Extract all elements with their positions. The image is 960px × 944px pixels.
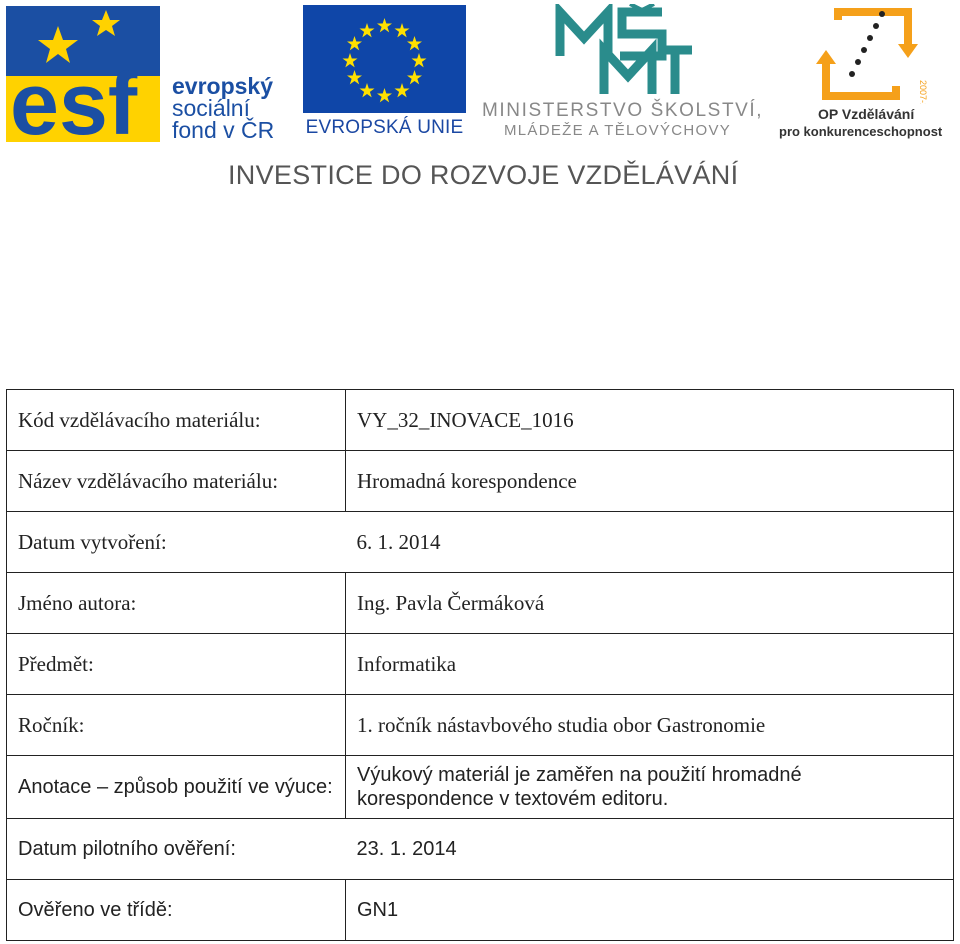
- msmt-monogram-icon: [480, 4, 770, 100]
- op-text2: pro konkurenceschopnost: [779, 124, 943, 139]
- row-label: Jméno autora:: [7, 573, 346, 634]
- op-logo: [778, 4, 960, 140]
- row-value: 23. 1. 2014: [346, 819, 954, 880]
- row-label: Předmět:: [7, 634, 346, 695]
- tagline: INVESTICE DO ROZVOJE VZDĚLÁVÁNÍ: [228, 160, 739, 190]
- table-row: [7, 880, 954, 941]
- material-info-table: [6, 389, 954, 941]
- esf-line3: fond v ČR: [172, 117, 275, 142]
- row-value: 1. ročník nástavbového studia obor Gastronomie: [346, 695, 954, 756]
- row-label: Datum pilotního ověření:: [7, 819, 346, 880]
- table-row: [7, 451, 954, 512]
- msmt-line1: MINISTERSTVO ŠKOLSTVÍ,: [482, 100, 764, 121]
- table-row: [7, 634, 954, 695]
- row-value: Ing. Pavla Čermáková: [346, 573, 954, 634]
- eu-text: EVROPSKÁ UNIE: [305, 117, 464, 138]
- table-row: [7, 695, 954, 756]
- svg-text:esf: esf: [10, 54, 138, 142]
- row-value: GN1: [346, 880, 954, 941]
- esf-logo-icon: [6, 6, 296, 142]
- row-value: VY_32_INOVACE_1016: [346, 390, 954, 451]
- esf-logo: [6, 6, 296, 142]
- row-value: Informatika: [346, 634, 954, 695]
- table-row: [7, 819, 954, 880]
- table-row: [7, 573, 954, 634]
- row-label: Název vzdělávacího materiálu:: [7, 451, 346, 512]
- eu-stars-icon: [303, 5, 466, 113]
- row-label: Datum vytvoření:: [7, 512, 346, 573]
- eu-logo: [303, 5, 466, 140]
- logo-band: [0, 0, 960, 200]
- row-value: Výukový materiál je zaměřen na použití hromadné korespondence v textovém editoru.: [346, 756, 954, 819]
- row-label: Kód vzdělávacího materiálu:: [7, 390, 346, 451]
- row-label: Ověřeno ve třídě:: [7, 880, 346, 941]
- row-label: Ročník:: [7, 695, 346, 756]
- table-row: [7, 512, 954, 573]
- msmt-logo: [480, 4, 770, 140]
- table-row: [7, 390, 954, 451]
- eu-flag: [303, 5, 466, 113]
- row-value: Hromadná korespondence: [346, 451, 954, 512]
- table-row: [7, 756, 954, 819]
- op-logo-icon: [778, 4, 960, 104]
- op-text1: OP Vzdělávání: [818, 106, 915, 122]
- op-years: 2007-13: [918, 80, 928, 104]
- row-value: 6. 1. 2014: [346, 512, 954, 573]
- esf-line2: sociální: [172, 95, 250, 121]
- esf-line1: evropský: [172, 73, 274, 99]
- row-label: Anotace – způsob použití ve výuce:: [7, 756, 346, 819]
- msmt-line2: MLÁDEŽE A TĚLOVÝCHOVY: [504, 122, 732, 139]
